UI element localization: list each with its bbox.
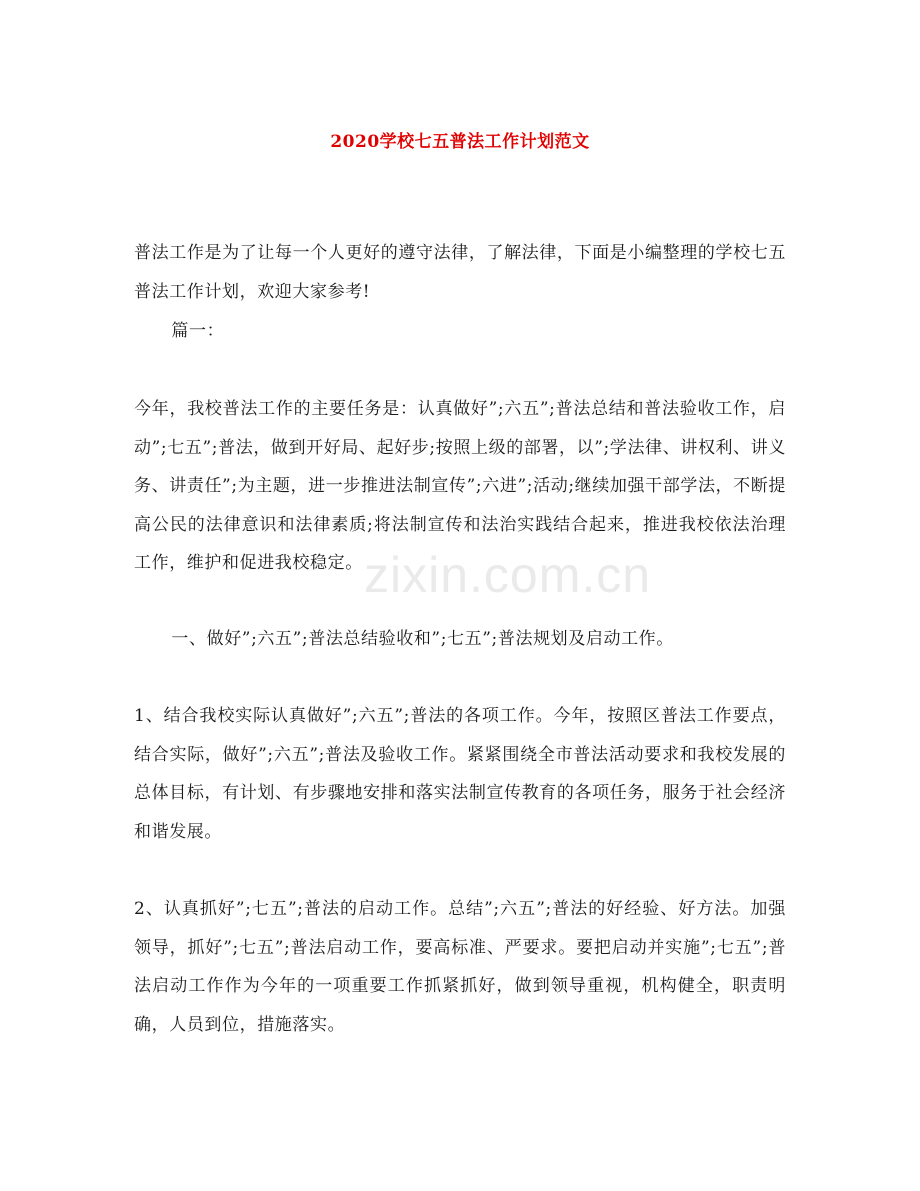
document-title: 2020学校七五普法工作计划范文: [330, 132, 590, 152]
item-two-paragraph: 2、认真抓好”;七五”;普法的启动工作。总结”;六五”;普法的好经验、好方法。加强领导，抓好”;七五”;普法启动工作，要高标准、严要求。要把启动并实施”;七五”;普法启动工作作为今年的一项重要工作抓紧抓好，做到领导重视，机构健全，职责明确，人员到位，措施落实。: [134, 899, 786, 1035]
intro-paragraph: 普法工作是为了让每一个人更好的遵守法律，了解法律，下面是小编整理的学校七五普法工作计划，欢迎大家参考!: [134, 243, 786, 302]
main-paragraph: 今年，我校普法工作的主要任务是：认真做好”;六五”;普法总结和普法验收工作，启动”;七五”;普法，做到开好局、起好步;按照上级的部署，以”;学法律、讲权利、讲义务、讲责任”;为主题，进一步推进法制宣传”;六进”;活动;继续加强干部学法，不断提高公民的法律意识和法律素质;将法制宣传和法治实践结合起来，推进我校依法治理工作，维护和促进我校稳定。: [134, 399, 786, 573]
section-one-heading: 一、做好”;六五”;普法总结验收和”;七五”;普法规划及启动工作。: [171, 629, 674, 649]
watermark: zixin.com.cn: [364, 547, 652, 603]
part-label: 篇一：: [171, 321, 225, 341]
item-one-paragraph: 1、结合我校实际认真做好”;六五”;普法的各项工作。今年，按照区普法工作要点，结合实际，做好”;六五”;普法及验收工作。紧紧围绕全市普法活动要求和我校发展的总体目标，有计划、有步骤地安排和落实法制宣传教育的各项任务，服务于社会经济和谐发展。: [134, 706, 786, 842]
